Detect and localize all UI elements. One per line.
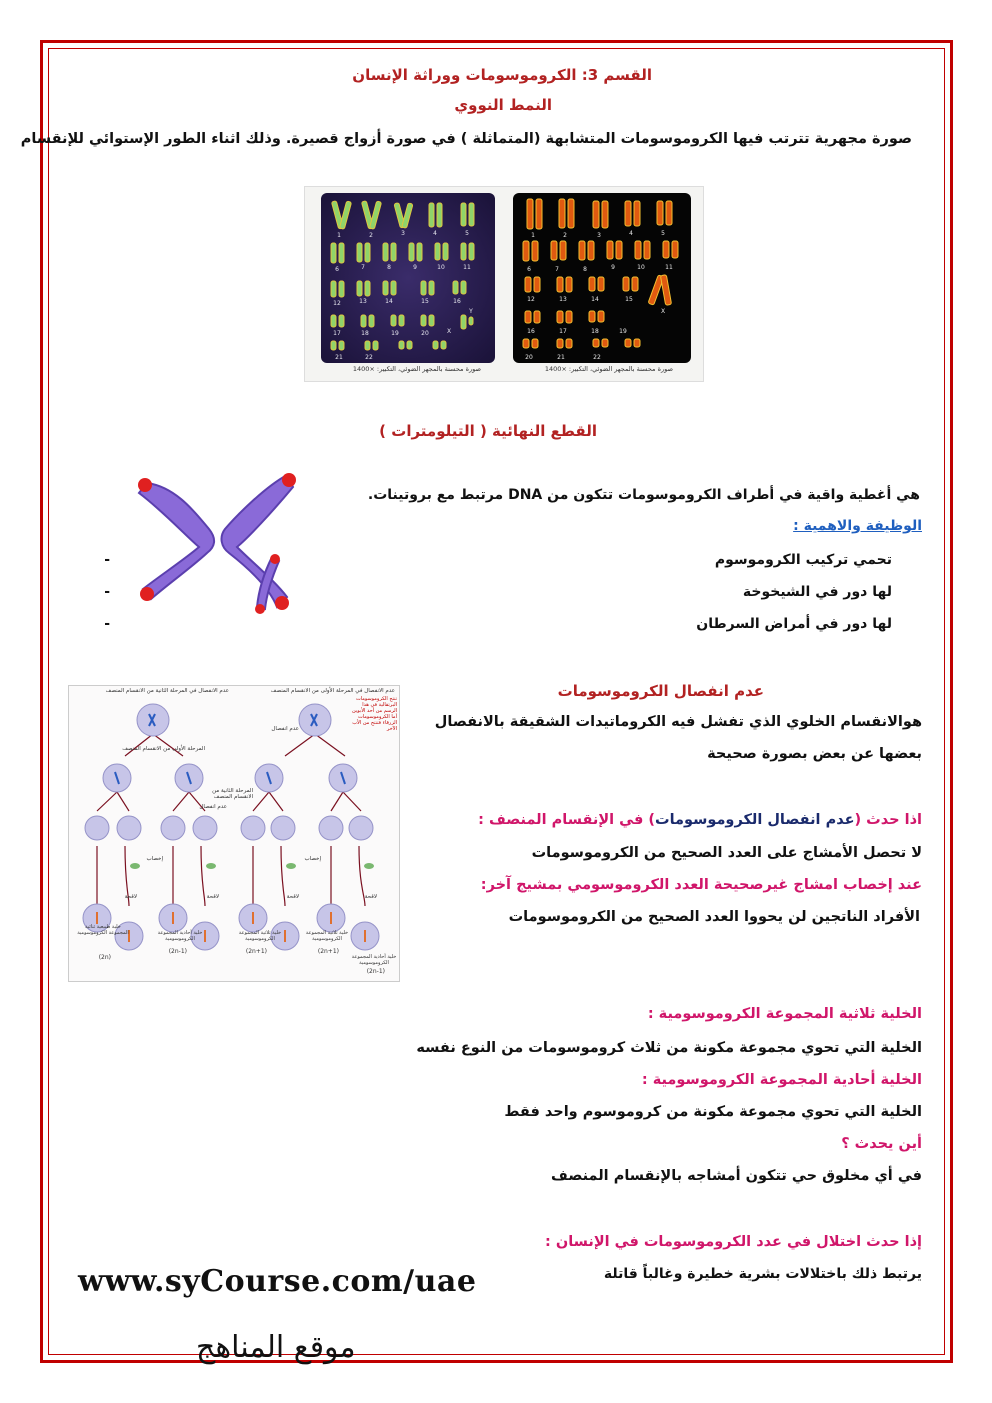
chromosome-number-label: 1 [337, 232, 341, 239]
chromosome-number-label: 1 [531, 232, 535, 239]
karyotype-female-chromosomes [513, 193, 691, 363]
chromosome-number-label: X [446, 328, 452, 335]
chromosome-number-label: 3 [401, 230, 405, 237]
chromosome-number-label: 20 [525, 354, 533, 361]
where-answer: في أي مخلوق حي تتكون أمشاجه بالإنقسام المنصف [551, 1168, 922, 1184]
bullet-dash-1: - [104, 552, 110, 568]
male-chromosome-rows [331, 201, 474, 350]
bullet-dash-3: - [104, 616, 110, 632]
result-4-formula: (2n+1) [317, 948, 339, 955]
result-2-name: خلية أحادية المجموعة الكروموسومية [157, 930, 203, 942]
chromosome-number-label: 17 [333, 330, 341, 337]
chromosome-number-label: 18 [591, 328, 599, 335]
disorder-answer: يرتبط ذلك باختلالات بشرية خطيرة وغالباً قاتلة [603, 1266, 922, 1282]
diagram-fertilization-label-2: إخصاب [304, 856, 321, 862]
chromosome-number-label: X [660, 308, 666, 315]
nondisjunction-heading: عدم انفصال الكروموسومات [557, 682, 764, 700]
chromosome-number-label: 4 [629, 230, 633, 237]
chromosome-number-label: 18 [361, 330, 369, 337]
result-1-formula: (2n) [98, 954, 111, 961]
diagram-stage2-label: المرحلة الثانية من الانقسام المنصف [212, 788, 253, 800]
karyotype-heading: النمط النووي [454, 96, 552, 114]
chromosome-number-label: 6 [335, 266, 339, 273]
where-heading: أين يحدث ؟ [841, 1136, 922, 1152]
result-1-name: خلية طبيعية ثنائية المجموعة الكروموسومية [77, 924, 129, 936]
karyotype-panel-female [513, 193, 691, 363]
chromosome-number-label: 5 [661, 230, 665, 237]
diagram-zygote-label-3: لاقحة [286, 894, 299, 900]
chromosome-number-label: 14 [591, 296, 599, 303]
telomeres-definition: هي أغطية واقية في أطراف الكروموسومات تتكون من DNA مرتبط مع بروتينات. [367, 487, 920, 503]
chromosome-number-label: 19 [619, 328, 627, 335]
chromosome-number-label: 9 [413, 264, 417, 271]
monosomy-heading: الخلية أحادية المجموعة الكروموسومية : [641, 1072, 922, 1088]
telomeres-item-3 [696, 616, 892, 632]
karyotype-definition: صورة مجهرية تترتب فيها الكروموسومات المتشابهة (المتماثلة ) في صورة أزواج قصيرة. وذلك اثناء الطور الإستوائي للإنقسام [20, 131, 912, 147]
chromosome-number-label: 14 [385, 298, 393, 305]
result-3-formula: (2n+1) [245, 948, 267, 955]
chromosome-number-label: 11 [463, 264, 471, 271]
telomeres-heading: القطع النهائية ( التيلومترات ) [379, 422, 597, 440]
question-1-suffix: ) في الإنقسام المنصف : [478, 812, 656, 828]
chromosome-number-label: 12 [527, 296, 535, 303]
chromosome-number-label: 7 [555, 266, 559, 273]
result-4-name: خلية ثلاثية المجموعة الكروموسومية [305, 930, 349, 942]
chromosome-number-label: Y [469, 308, 473, 315]
result-5-name: خلية أحادية المجموعة الكروموسومية [351, 954, 397, 966]
question-1-term: عدم انفصال الكروموسومات [655, 812, 855, 828]
chromosome-number-label: 9 [611, 264, 615, 271]
chromosome-number-label: 13 [559, 296, 567, 303]
telomere-chromosome-drawing [137, 467, 298, 616]
chromosome-number-label: 19 [391, 330, 399, 337]
telomeres-item-1 [715, 552, 892, 568]
monosomy-definition: الخلية التي تحوي مجموعة مكونة من كروموسوم واحد فقط [504, 1104, 922, 1120]
karyotype-caption-right: صورة محسنة بالمجهر الضوئي، التكبير: ×1400 [544, 365, 673, 373]
chromosome-number-label: 5 [465, 230, 469, 237]
chromosome-number-label: 13 [359, 298, 367, 305]
trisomy-definition: الخلية التي تحوي مجموعة مكونة من ثلاث كروموسومات من النوع نفسه [416, 1040, 922, 1056]
diagram-header-right: عدم الانفصال في المرحلة الأولى من الانقسام المنصف [270, 688, 395, 694]
chromosome-number-label: 21 [335, 354, 343, 361]
diagram-fertilization-label-1: إخصاب [146, 856, 163, 862]
chromosome-number-label: 16 [527, 328, 535, 335]
nondisjunction-def-line1: هوالانقسام الخلوي الذي تفشل فيه الكروماتيدات الشقيقة بالانفصال [434, 714, 922, 730]
chromosome-number-label: 10 [637, 264, 645, 271]
chromosome-number-label: 21 [557, 354, 565, 361]
bullet-dash-2: - [104, 584, 110, 600]
telomeres-item-2 [743, 584, 892, 600]
telomeres-item-3-text: لها دور في أمراض السرطان [696, 616, 892, 632]
chromosome-number-label: 6 [527, 266, 531, 273]
chromosome-number-label: 15 [625, 296, 633, 303]
diagram-zygote-label-1: لاقحة [124, 894, 137, 900]
diagram-nondisjunction-label-1: عدم انفصال [271, 726, 299, 732]
chromosome-number-label: 2 [563, 232, 567, 239]
section-title: القسم 3: الكروموسومات ووراثة الإنسان [352, 66, 652, 84]
footer-site-name: موقع المناهج [196, 1330, 356, 1365]
nondisjunction-diagram [68, 685, 400, 982]
footer-url[interactable]: www.syCourse.com/uae [78, 1264, 477, 1299]
nondisjunction-def-line2: بعضها عن بعض بصورة صحيحة [707, 746, 922, 762]
nondisjunction-question-1 [478, 812, 922, 828]
chromosome-number-label: 22 [593, 354, 601, 361]
chromosome-number-label: 17 [559, 328, 567, 335]
diagram-note: تنتج الكروموسومات البرتقالية في هذا الرسم من أحد الأبوين أما الكروموسومات الزرقاء فتنتج من الأب الآخر [352, 696, 397, 732]
karyotype-male-chromosomes [321, 193, 495, 363]
chromosome-number-label: 8 [583, 266, 587, 273]
chromosome-number-label: 8 [387, 264, 391, 271]
telomeres-item-2-text: لها دور في الشيخوخة [742, 584, 892, 600]
result-2-formula: (2n-1) [168, 948, 187, 955]
karyotype-panel-male [321, 193, 495, 363]
chromosome-number-label: 11 [665, 264, 673, 271]
nondisjunction-question-2: عند إخصاب امشاج غيرصحيحة العدد الكروموسومي بمشيج آخر: [480, 877, 922, 893]
result-3-name: خلية ثلاثية المجموعة الكروموسومية [238, 930, 282, 942]
question-1-prefix: اذا حدث ( [854, 812, 922, 828]
chromosome-number-label: 10 [437, 264, 445, 271]
disorder-heading: إذا حدث اختلال في عدد الكروموسومات في الإنسان : [544, 1234, 922, 1250]
diagram-nondisjunction-label-2: عدم انفصال [199, 804, 227, 810]
chromosome-number-label: 2 [369, 232, 373, 239]
chromosome-number-label: 22 [365, 354, 373, 361]
diagram-header-left: عدم الانفصال في المرحلة الثانية من الانقسام المنصف [105, 688, 229, 694]
chromosome-number-label: 12 [333, 300, 341, 307]
chromosome-number-label: 3 [597, 232, 601, 239]
diagram-zygote-label-4: لاقحة [364, 894, 377, 900]
chromosome-number-label: 7 [361, 264, 365, 271]
diagram-stage1-label: المرحلة الأولى من الانقسام المنصف [122, 746, 205, 752]
telomeres-item-1-text: تحمي تركيب الكروموسوم [714, 552, 892, 568]
karyotype-caption-left: صورة محسنة بالمجهر الضوئي، التكبير: ×1400 [352, 365, 481, 373]
chromosome-number-label: 4 [433, 230, 437, 237]
chromosome-number-label: 16 [453, 298, 461, 305]
diagram-zygote-label-2: لاقحة [206, 894, 219, 900]
chromosome-number-label: 20 [421, 330, 429, 337]
result-5-formula: (2n-1) [366, 968, 385, 975]
chromosome-number-label: 15 [421, 298, 429, 305]
nondisjunction-answer-1: لا تحصل الأمشاج على العدد الصحيح من الكروموسومات [531, 845, 922, 861]
trisomy-heading: الخلية ثلاثية المجموعة الكروموسومية : [647, 1006, 922, 1022]
karyotype-figure [304, 186, 704, 382]
telomeres-function-heading: الوظيفة والاهمية : [793, 518, 922, 534]
telomere-chromosome-image [137, 467, 298, 616]
nondisjunction-answer-2: الأفراد الناتجين لن يحووا العدد الصحيح من الكروموسومات [508, 909, 920, 925]
